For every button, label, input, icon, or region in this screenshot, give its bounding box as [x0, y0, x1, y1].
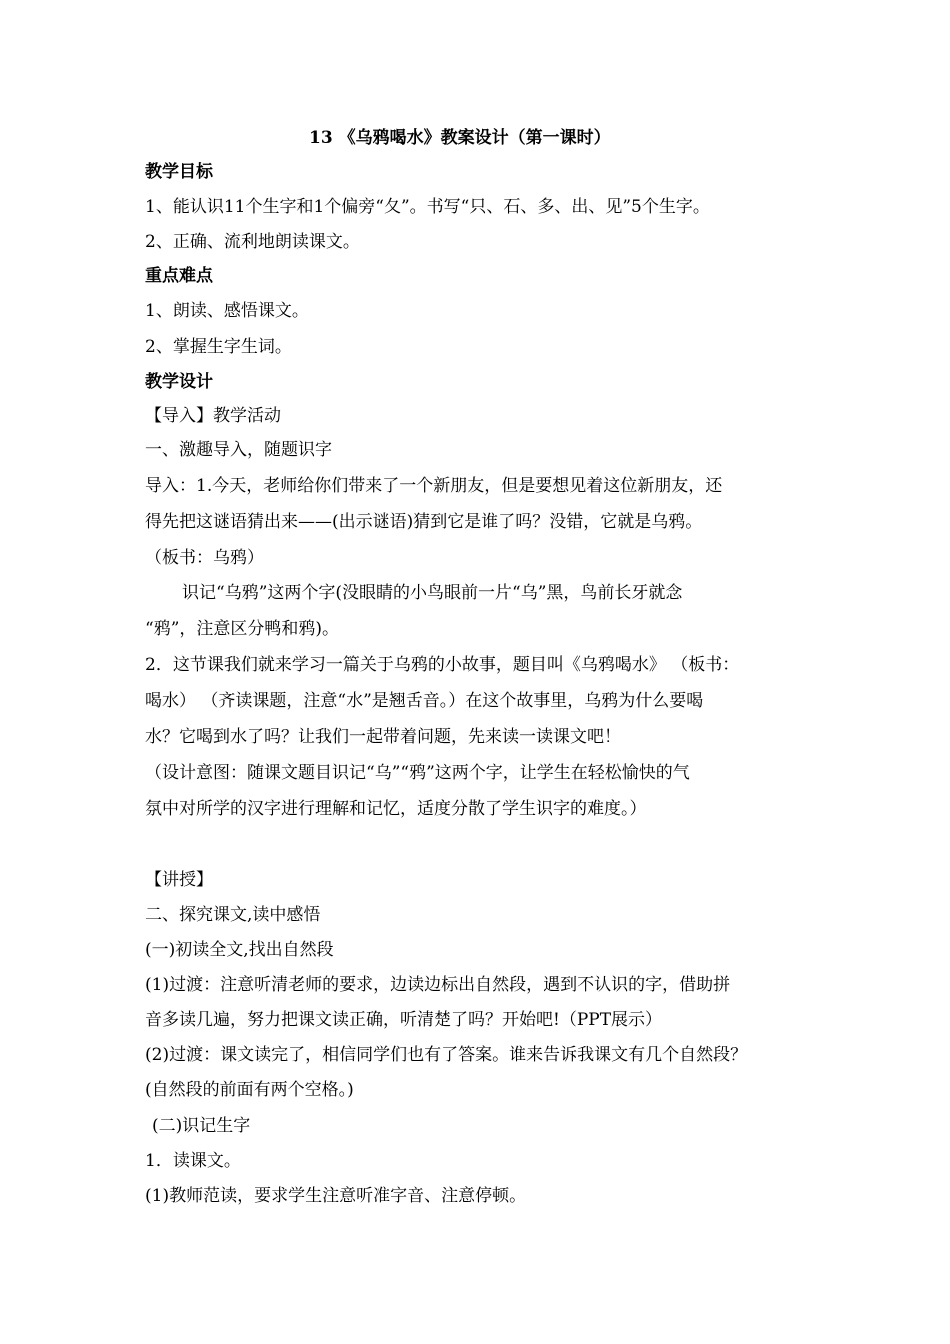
paragraph-line: （设计意图：随课文题目识记“乌”“鸦”这两个字，让学生在轻松愉快的气: [145, 763, 690, 783]
paragraph-line: 1．读课文。: [145, 1151, 241, 1171]
paragraph-line: 音多读几遍，努力把课文读正确，听清楚了吗？开始吧!（PPT展示）: [145, 1010, 663, 1030]
paragraph-line: (2)过渡：课文读完了，相信同学们也有了答案。谁来告诉我课文有几个自然段？: [145, 1045, 748, 1065]
paragraph-line: （板书：乌鸦）: [145, 548, 264, 568]
paragraph-line: 【讲授】: [145, 870, 213, 890]
paragraph-line: 一、激趣导入，随题识字: [145, 440, 332, 460]
paragraph-line: 2．这节课我们就来学习一篇关于乌鸦的小故事，题目叫《乌鸦喝水》 （板书：: [145, 655, 740, 675]
section-heading: 教学设计: [145, 372, 213, 392]
paragraph-line: 1、朗读、感悟课文。: [145, 301, 309, 321]
paragraph-line: 氛中对所学的汉字进行理解和记忆，适度分散了学生识字的难度。）: [145, 799, 647, 819]
document-title: 13 《乌鸦喝水》教案设计（第一课时）: [309, 128, 611, 148]
paragraph-line: (自然段的前面有两个空格。): [145, 1080, 354, 1100]
paragraph-line: 喝水） （齐读课题，注意“水”是翘舌音。）在这个故事里，乌鸦为什么要喝: [145, 691, 704, 711]
paragraph-line: 水？它喝到水了吗？让我们一起带着问题，先来读一读课文吧！: [145, 727, 621, 747]
paragraph-line: (1)教师范读，要求学生注意听准字音、注意停顿。: [145, 1186, 527, 1206]
paragraph-line: 2、正确、流利地朗读课文。: [145, 232, 360, 252]
paragraph-line: “鸦”，注意区分鸭和鸦)。: [145, 619, 340, 639]
paragraph-line: 二、探究课文,读中感悟: [145, 905, 321, 925]
paragraph-line: 1、能认识11个生字和1个偏旁“夂”。书写“只、石、多、出、见”5个生字。: [145, 197, 710, 217]
paragraph-line: 2、掌握生字生词。: [145, 337, 292, 357]
paragraph-line: (一)初读全文,找出自然段: [145, 940, 334, 960]
paragraph-line: 导入：1.今天，老师给你们带来了一个新朋友，但是要想见着这位新朋友，还: [145, 476, 723, 496]
paragraph-line: (二)识记生字: [152, 1116, 251, 1136]
section-heading: 重点难点: [145, 266, 213, 286]
paragraph-line: (1)过渡：注意听清老师的要求，边读边标出自然段，遇到不认识的字，借助拼: [145, 975, 731, 995]
section-heading: 教学目标: [145, 162, 213, 182]
paragraph-line: 得先把这谜语猜出来——(出示谜语)猜到它是谁了吗？没错，它就是乌鸦。: [145, 512, 703, 532]
paragraph-line: 识记“乌鸦”这两个字(没眼睛的小鸟眼前一片“乌”黑，鸟前长牙就念: [182, 583, 683, 603]
paragraph-line: 【导入】教学活动: [145, 406, 281, 426]
